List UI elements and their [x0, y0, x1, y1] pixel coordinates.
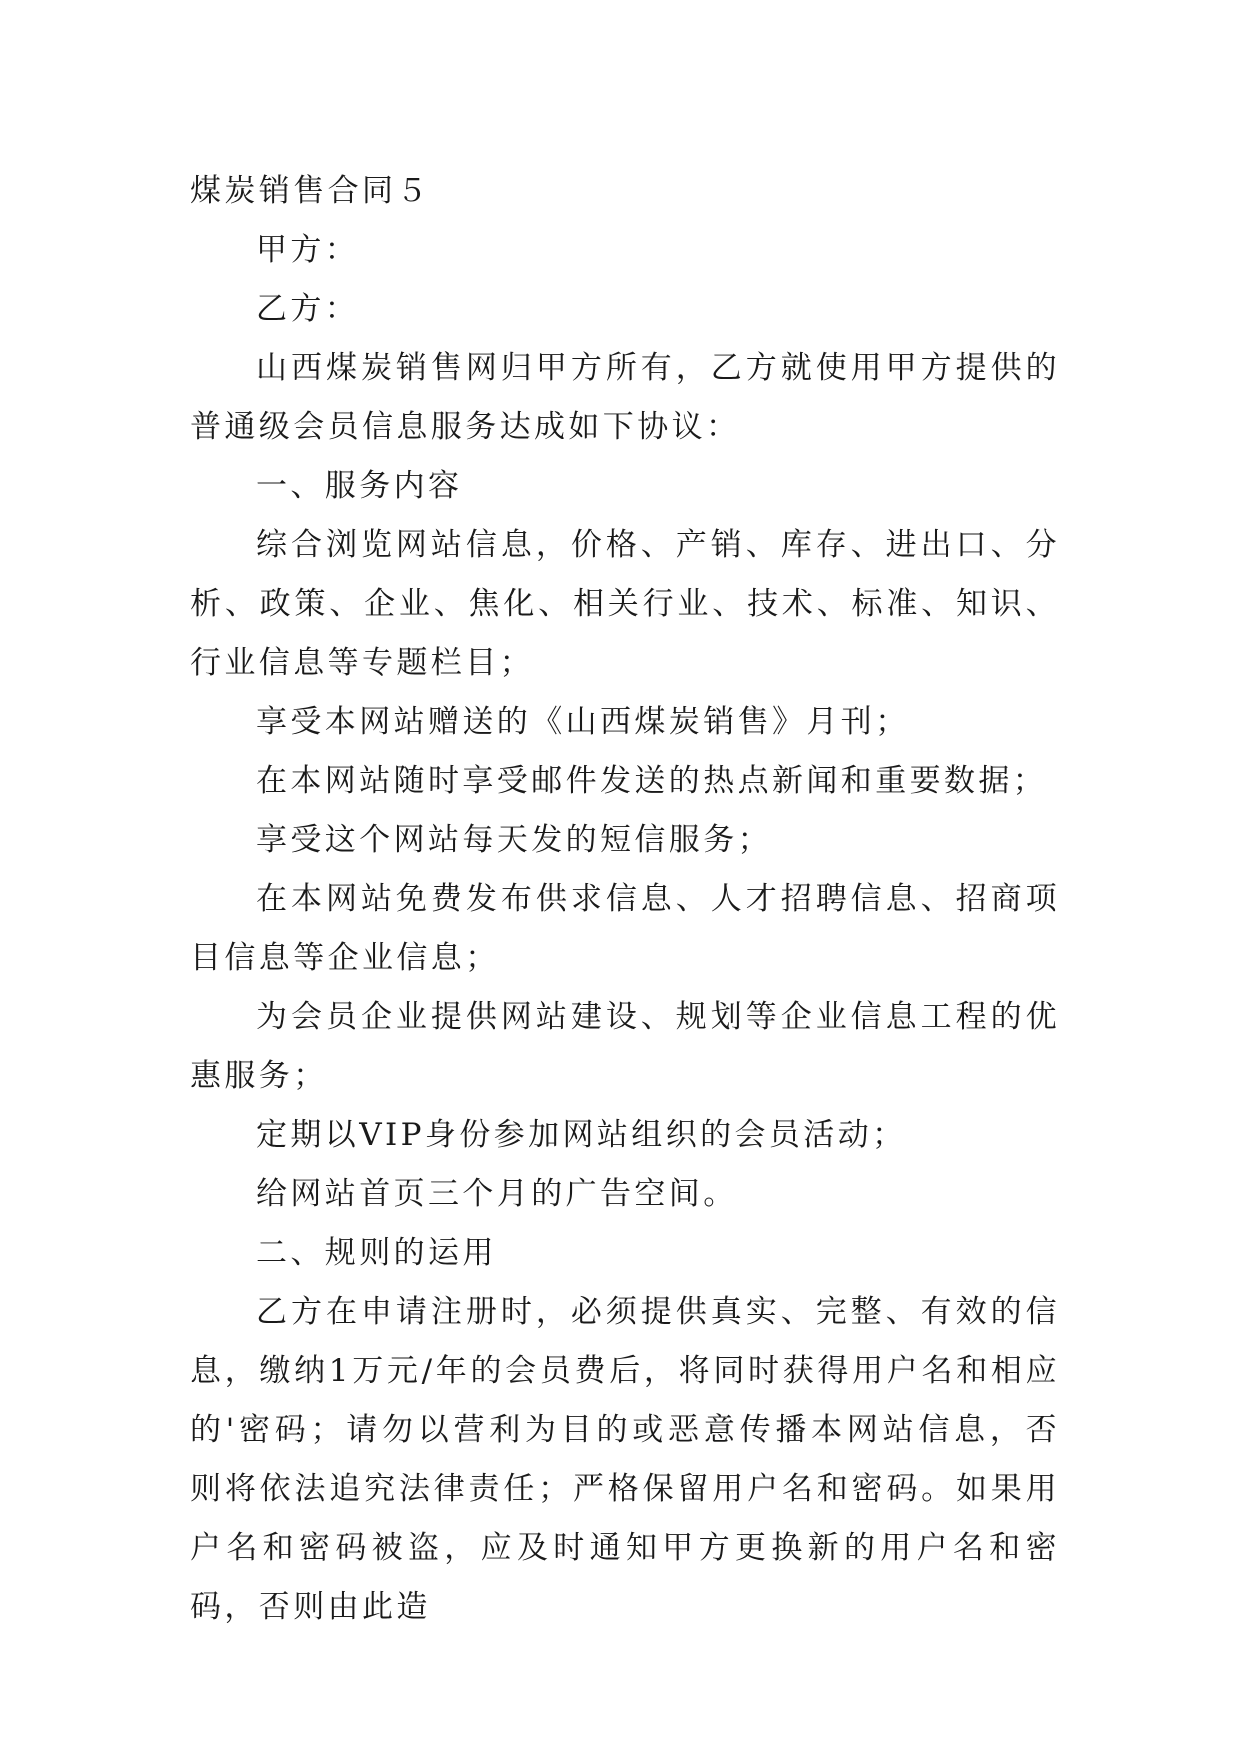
party-a-line: 甲方： [256, 232, 360, 268]
service-item: 综合浏览网站信息，价格、产销、库存、进出口、分析、政策、企业、焦化、相关行业、技术、标准、知识、行业信息等专题栏目； [190, 527, 1060, 681]
service-item: 为会员企业提供网站建设、规划等企业信息工程的优惠服务； [190, 999, 1060, 1094]
section-heading-rules: 二、规则的运用 [256, 1235, 497, 1271]
document-title: 煤炭销售合同５ [190, 173, 431, 209]
service-item: 定期以VIP身份参加网站组织的会员活动； [256, 1117, 907, 1153]
document-body [190, 162, 1060, 1637]
section-heading-service: 一、服务内容 [256, 468, 463, 504]
service-item: 给网站首页三个月的广告空间。 [256, 1176, 738, 1212]
rules-paragraph: 乙方在申请注册时，必须提供真实、完整、有效的信息，缴纳1万元/年的会员费后，将同时获得用户名和相应的'密码；请勿以营利为目的或恶意传播本网站信息，否则将依法追究法律责任；严格保留用户名和密码。如果用户名和密码被盗，应及时通知甲方更换新的用户名和密码，否则由此造 [190, 1294, 1060, 1625]
service-item: 享受本网站赠送的《山西煤炭销售》月刊； [256, 704, 910, 740]
party-b-line: 乙方： [256, 291, 360, 327]
intro-paragraph: 山西煤炭销售网归甲方所有，乙方就使用甲方提供的普通级会员信息服务达成如下协议： [190, 350, 1060, 445]
service-item: 在本网站免费发布供求信息、人才招聘信息、招商项目信息等企业信息； [190, 881, 1060, 976]
service-item: 享受这个网站每天发的短信服务； [256, 822, 772, 858]
service-item: 在本网站随时享受邮件发送的热点新闻和重要数据； [256, 763, 1048, 799]
